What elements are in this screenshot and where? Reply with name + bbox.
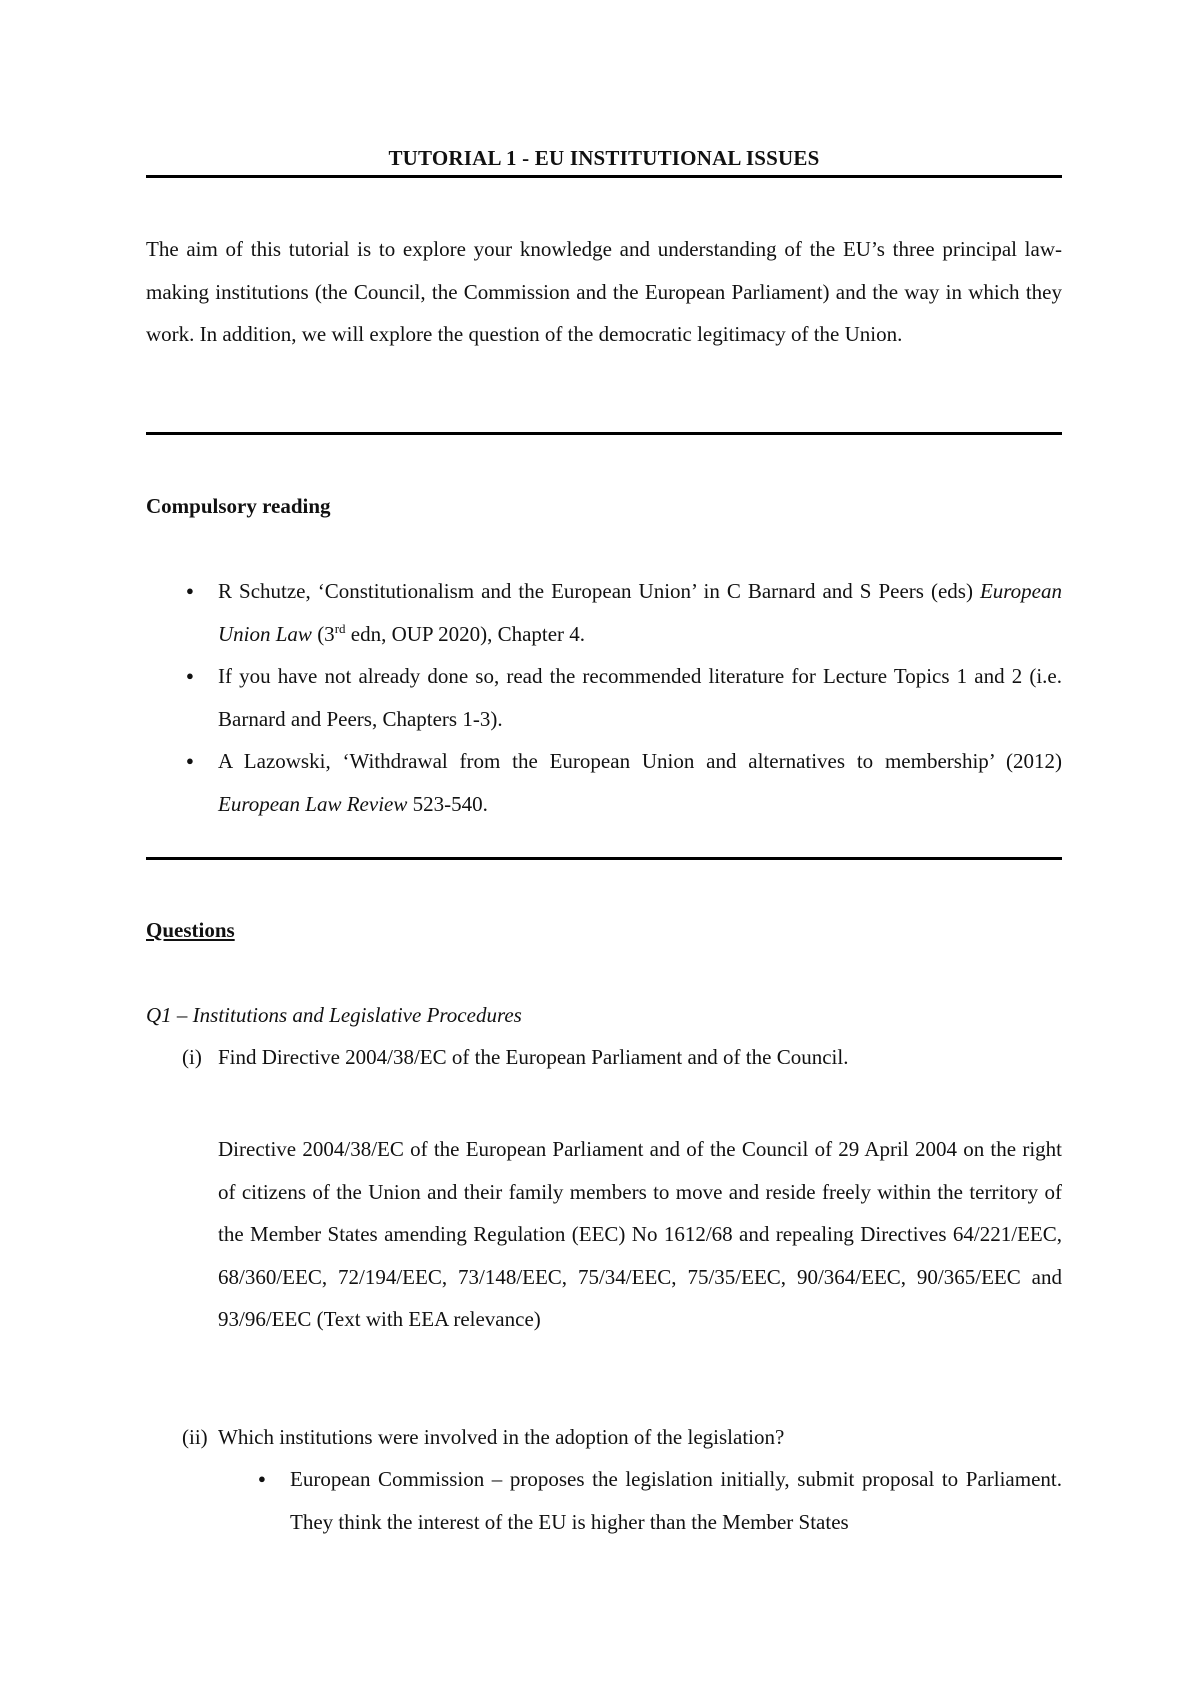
answer-list — [218, 1458, 1062, 1543]
question-i-text: Find Directive 2004/38/EC of the European Parliament and of the Council. — [218, 1045, 849, 1069]
question-i-answer: Directive 2004/38/EC of the European Parliament and of the Council of 29 April 2004 on the right of citizens of the Union and their family members to move and reside freely within the territory of the Member States amending Regulation (EEC) No 1612/68 and repealing Directives 64/221/EEC, 68/360/EEC, 72/194/EEC, 73/148/EEC, 75/34/EEC, 75/35/EEC, 90/364/EEC, 90/365/EEC and 93/96/EEC (Text with EEA relevance) — [218, 1137, 1062, 1331]
questions-heading: Questions — [146, 918, 235, 942]
list-item: ● European Commission – proposes the legislation initially, submit proposal to Parliament. They think the interest of the EU is higher than the Member States — [218, 1458, 1062, 1543]
reading-heading: Compulsory reading — [146, 494, 331, 518]
divider — [146, 432, 1062, 435]
divider — [146, 857, 1062, 860]
item-label-i: (i) — [182, 1045, 202, 1069]
reading-list — [146, 570, 1062, 825]
question-ii-text: Which institutions were involved in the adoption of the legislation? — [218, 1425, 785, 1449]
list-item: ● R Schutze, ‘Constitutionalism and the European Union’ in C Barnard and S Peers (eds) European Union Law (3rd edn, OUP 2020), Chapter 4. — [146, 570, 1062, 655]
question-1-title: Q1 – Institutions and Legislative Procedures — [146, 1003, 522, 1027]
list-item: ● If you have not already done so, read the recommended literature for Lecture Topics 1 and 2 (i.e. Barnard and Peers, Chapters 1-3). — [146, 655, 1062, 740]
divider — [146, 175, 1062, 178]
page-title: TUTORIAL 1 - EU INSTITUTIONAL ISSUES — [388, 146, 820, 170]
item-label-ii: (ii) — [182, 1425, 208, 1449]
intro-paragraph: The aim of this tutorial is to explore your knowledge and understanding of the EU’s three principal law-making institutions (the Council, the Commission and the European Parliament) and the way in which they work. In addition, we will explore the question of the democratic legitimacy of the Union. — [146, 237, 1062, 346]
list-item: ● A Lazowski, ‘Withdrawal from the European Union and alternatives to membership’ (2012) European Law Review 523-540. — [146, 740, 1062, 825]
